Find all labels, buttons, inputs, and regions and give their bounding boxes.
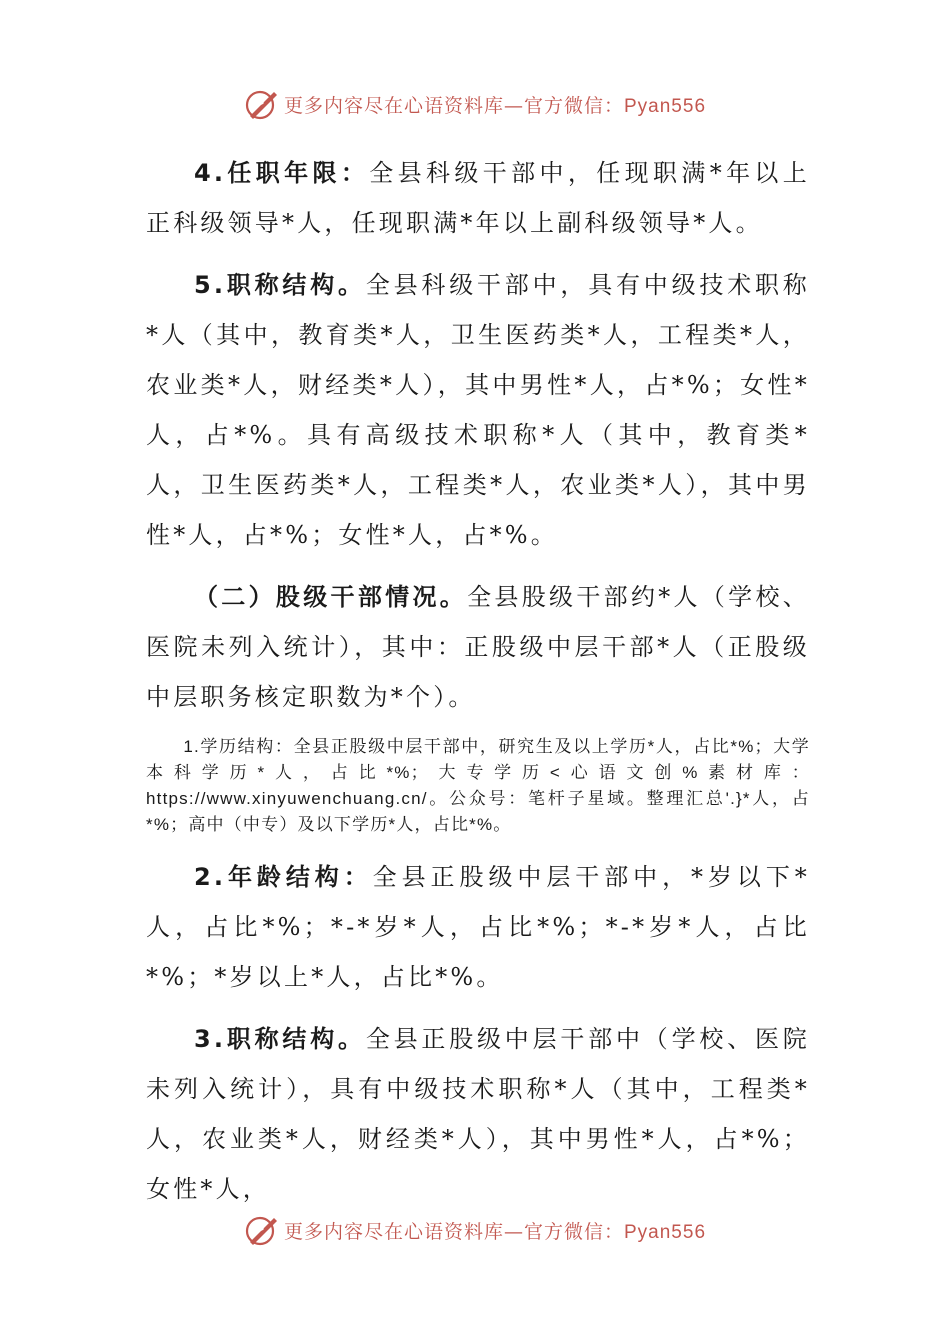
banner-text: 更多内容尽在心语资料库—官方微信：Pyan556 (283, 94, 707, 117)
paragraph-title-structure-2: 3.职称结构。全县正股级中层干部中（学校、医院未列入统计），具有中级技术职称*人（其中，工程类*人，农业类*人，财经类*人），其中男性*人，占*%；女性*人， (146, 1025, 810, 1203)
paragraph-age-structure: 2.年龄结构：全县正股级中层干部中，*岁以下*人，占比*%；*-*岁*人，占比*%；*-*岁*人，占比*%；*岁以上*人，占比*%。 (146, 863, 810, 991)
paragraph-education: 1.学历结构：全县正股级中层干部中，研究生及以上学历*人，占比*%；大学本科学历*人，占比*%；大专学历<心语文创%素材库：https://www.xinyuwenchuang.cn/。公众号：笔杆子星域。整理汇总'.}*人，占*%；高中（中专）及以下学历*人，占比*%。 (146, 737, 810, 834)
wechat-id: Pyan556 (624, 1221, 707, 1243)
header-banner (0, 82, 950, 126)
wechat-id: Pyan556 (624, 95, 707, 117)
pen-logo-icon (244, 86, 280, 122)
paragraph-section-cadres: （二）股级干部情况。全县股级干部约*人（学校、医院未列入统计），其中：正股级中层干部*人（正股级中层职务核定职数为*个）。 (146, 583, 810, 711)
pen-logo-icon (244, 1212, 280, 1248)
banner-text: 更多内容尽在心语资料库—官方微信：Pyan556 (283, 1220, 707, 1243)
document-body (146, 148, 810, 1226)
paragraph-title-structure: 5.职称结构。全县科级干部中，具有中级技术职称*人（其中，教育类*人，卫生医药类*人，工程类*人，农业类*人，财经类*人），其中男性*人，占*%；女性*人，占*%。具有高级技术职称*人（其中，教育类*人，卫生医药类*人，工程类*人，农业类*人），其中男性*人，占*%；女性*人，占*%。 (146, 271, 810, 549)
footer-banner (0, 1208, 950, 1252)
paragraph-tenure: 4.任职年限：全县科级干部中，任现职满*年以上正科级领导*人，任现职满*年以上副科级领导*人。 (146, 159, 811, 237)
